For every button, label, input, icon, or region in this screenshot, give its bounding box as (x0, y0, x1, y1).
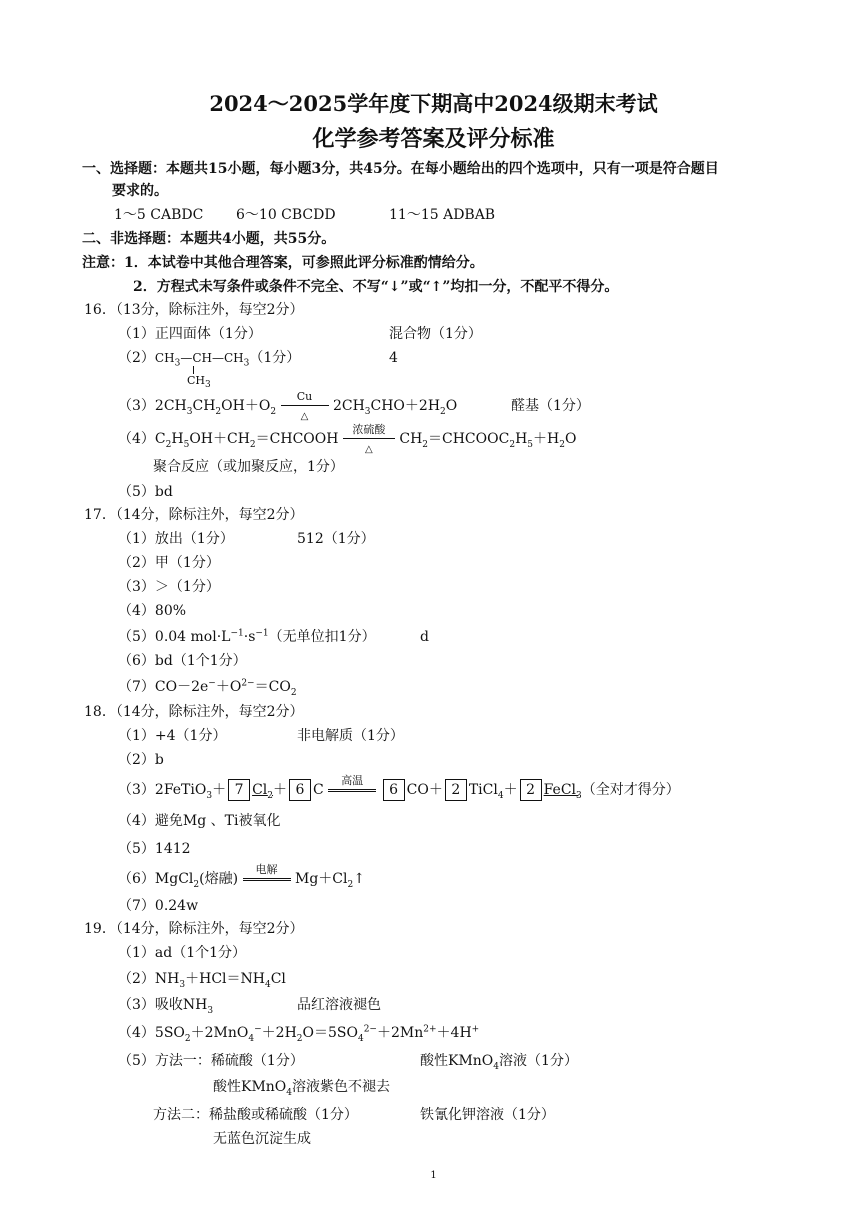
q18-answer-5: （5）1412 (118, 841, 191, 857)
q17-answer-1b: 512（1分） (297, 531, 375, 547)
q16-answer-3b: 醛基（1分） (511, 398, 590, 414)
section1-heading: 一、选择题：本题共15小题，每小题3分，共45分。在每小题给出的四个选项中，只有一项是符合题目 (82, 161, 719, 177)
coef-box-3: 6 (383, 779, 405, 801)
q17-answer-1: （1）放出（1分） (118, 531, 234, 547)
q19-heading: 19．（14分，除标注外，每空2分） (84, 921, 304, 937)
q19-answer-3: （3）吸收$NH_3$ (118, 997, 214, 1016)
q16-heading: 16．（13分，除标注外，每空2分） (84, 302, 304, 318)
q19-method2b: 铁氰化钾溶液（1分） (420, 1107, 555, 1123)
q18-answer-7: （7）0.24w (118, 898, 199, 914)
q16-answer-1b: 混合物（1分） (389, 326, 482, 342)
section1-heading2: 要求的。 (112, 183, 168, 199)
coef-box-4: 2 (445, 779, 467, 801)
q16-answer-4: $(4)C_2H_5OH+CH_2=CHCOOH$ 浓硫酸 △ $CH_2=CHCOOC_2H_5+H_2O$ (118, 423, 577, 455)
q16-answer-1: （1）正四面体（1分） (118, 326, 262, 342)
q19-answer-3b: 品红溶液褪色 (297, 997, 381, 1013)
q17-answer-4: （4）80% (118, 603, 187, 619)
answers-11-15: 11～15 ADBAB (389, 207, 496, 223)
q18-answer-6: （6）MgCl$_2$(熔融) 电解 $Mg+Cl_2↑$ (118, 863, 365, 890)
q19-answer-4: $(4)5SO_2+2MnO_4^-+2H_2O=5SO_4^{2-}+2Mn^{2+}+4H^+$ (118, 1024, 480, 1044)
q16-answer-2: $(2)CH_3—CH—CH_3(1$分） (118, 350, 301, 369)
q18-answer-2: （2）b (118, 752, 164, 768)
q18-heading: 18．（14分，除标注外，每空2分） (84, 704, 304, 720)
q19-method2c: 无蓝色沉淀生成 (213, 1131, 311, 1147)
page-title: 2024～2025学年度下期高中2024级期末考试 (209, 91, 658, 116)
q18-answer-4: （4）避免Mg 、Ti被氧化 (118, 813, 281, 829)
page-number: 1 (430, 1170, 437, 1181)
q19-answer-1: （1）ad（1个1分） (118, 945, 247, 961)
q19-method1: （5）方法一：稀硫酸（1分） (118, 1053, 304, 1069)
q16-methyl-branch: $CH_3$ (187, 374, 211, 391)
coef-box-1: 7 (228, 779, 250, 801)
q16-answer-5: （5）bd (118, 484, 173, 500)
equals-sign: 高温 (328, 781, 376, 799)
q19-method1c: 酸性KMnO$_4$溶液紫色不褪去 (213, 1079, 391, 1098)
answers-6-10: 6～10 CBCDD (236, 207, 336, 223)
page-subtitle: 化学参考答案及评分标准 (312, 126, 555, 152)
reversible-arrow: 浓硫酸 △ (343, 430, 395, 448)
note-1: 注意：1．本试卷中其他合理答案，可参照此评分标准酌情给分。 (82, 255, 484, 271)
electrolysis-sign: 电解 (243, 870, 291, 888)
q16-answer-3: $(3)2CH_3CH_2OH+O_2$ Cu △ $2CH_3CHO+2H_2O$ (118, 390, 458, 422)
q16-answer-2b: 4 (389, 350, 398, 366)
section2-heading: 二、非选择题：本题共4小题，共55分。 (82, 231, 336, 247)
q17-answer-3: （3）＞（1分） (118, 579, 220, 595)
q17-answer-7: $(7)CO-2e^-+O^{2-}=CO_2$ (118, 678, 297, 698)
q17-answer-6: （6）bd（1个1分） (118, 653, 247, 669)
q17-answer-5: （5）0.04 $mol\cdot L^{-1}\cdot s^{-1}$（无单位扣1分） (118, 628, 376, 645)
coef-box-2: 6 (289, 779, 311, 801)
reaction-arrow: Cu △ (281, 397, 329, 415)
note-2: 2．方程式未写条件或条件不完全、不写“↓”或“↑”均扣一分，不配平不得分。 (133, 279, 619, 295)
q18-answer-3: （3）2FeTiO$_3$＋ 7 $Cl_2+ 6$ C 高温 6 CO＋ 2 TiCl$_4$＋ 2 FeCl$_3$（全对才得分） (118, 774, 680, 801)
q18-answer-1: （1）+4（1分） (118, 728, 227, 744)
q19-answer-2: $(2)NH_3+HCl=NH_4Cl$ (118, 971, 286, 990)
coef-box-5: 2 (520, 779, 542, 801)
q17-answer-2: （2）甲（1分） (118, 555, 220, 571)
answers-1-5: 1～5 CABDC (114, 207, 204, 223)
q17-answer-5b: d (420, 629, 429, 645)
q17-heading: 17．（14分，除标注外，每空2分） (84, 507, 304, 523)
q19-method1b: 酸性KMnO$_4$溶液（1分） (420, 1053, 578, 1072)
q16-answer-4c: 聚合反应（或加聚反应，1分） (153, 459, 344, 475)
q19-method2: 方法二：稀盐酸或稀硫酸（1分） (153, 1107, 358, 1123)
q18-answer-1b: 非电解质（1分） (297, 728, 404, 744)
